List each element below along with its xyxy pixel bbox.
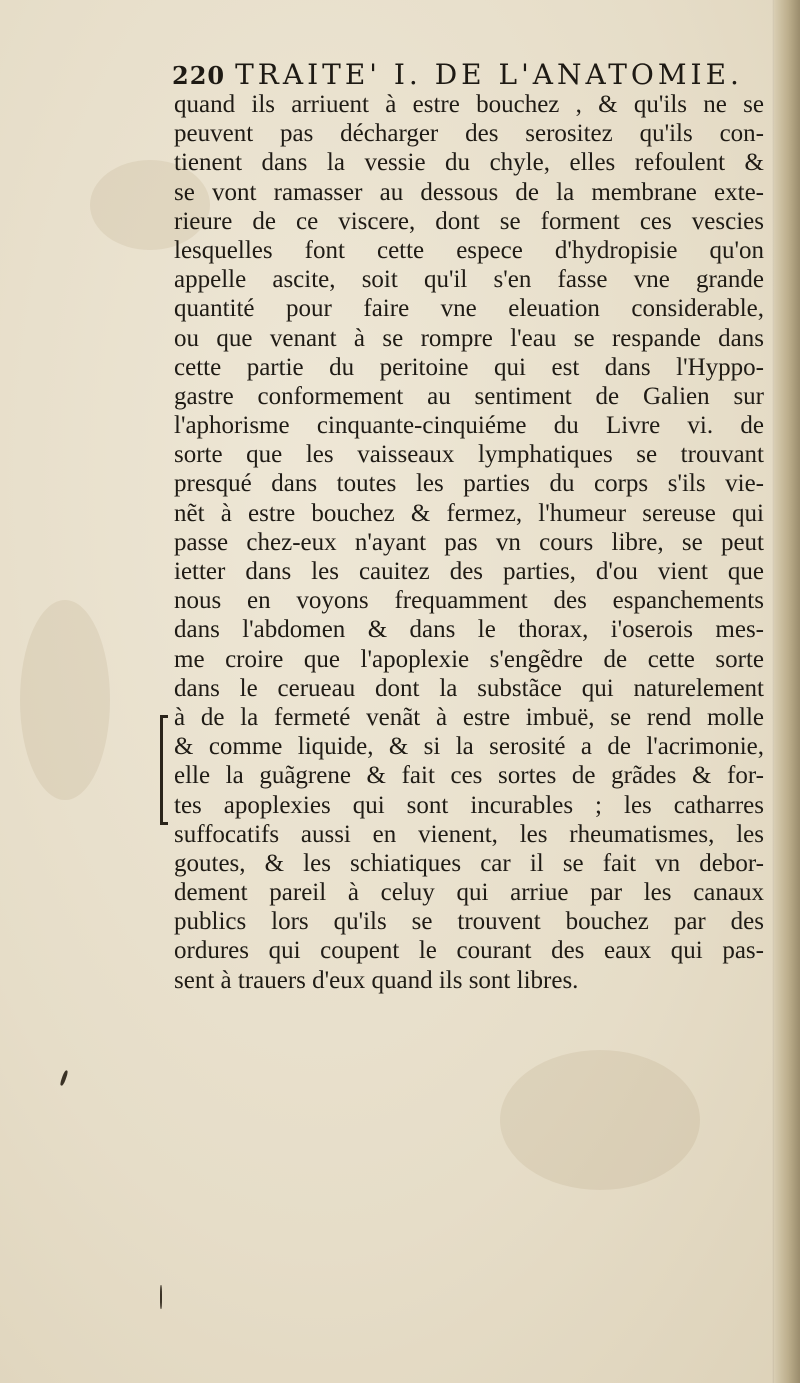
paper-stain xyxy=(500,1050,700,1190)
text-line: & comme liquide, & si la serosité a de l'acrimonie, xyxy=(174,733,764,761)
text-line: suffocatifs aussi en vienent, les rheumatismes, les xyxy=(174,820,764,848)
text-line: ietter dans les cauitez des parties, d'ou vient que xyxy=(174,558,764,585)
text-line: goutes, & les schiatiques car il se fait vn debor- xyxy=(174,849,764,877)
ink-speck xyxy=(160,1285,162,1309)
text-line: ordures qui coupent le courant des eaux qui pas- xyxy=(174,937,764,965)
text-line: cette partie du peritoine qui est dans l'Hyppo- xyxy=(174,353,764,381)
page-number: 220 xyxy=(172,61,226,90)
text-line: presqué dans toutes les parties du corps s'ils vie- xyxy=(174,470,764,498)
text-line: à de la fermeté venãt à estre imbuë, se rend molle xyxy=(174,703,764,731)
running-title: TRAITE' I. DE L'ANATOMIE. xyxy=(235,58,743,91)
text-line: passe chez-eux n'ayant pas vn cours libre, se peut xyxy=(174,528,764,556)
text-line: tes apoplexies qui sont incurables ; les catharres xyxy=(174,791,764,819)
body-text xyxy=(174,90,764,995)
text-line: dans l'abdomen & dans le thorax, i'oserois mes- xyxy=(174,616,764,644)
text-line: quand ils arriuent à estre bouchez , & qu'ils ne se xyxy=(174,91,764,118)
text-line: peuvent pas décharger des serositez qu'ils con- xyxy=(174,120,764,148)
text-line: nous en voyons frequamment des espanchements xyxy=(174,587,764,615)
text-line: rieure de ce viscere, dont se forment ces vescies xyxy=(174,207,764,235)
paper-stain xyxy=(20,600,110,800)
ink-speck xyxy=(59,1070,68,1086)
text-line: se vont ramasser au dessous de la membrane exte- xyxy=(174,178,764,206)
text-line: l'aphorisme cinquante-cinquiéme du Livre vi. de xyxy=(174,412,764,440)
text-line: tienent dans la vessie du chyle, elles refoulent & xyxy=(174,149,764,177)
text-line: dans le cerueau dont la substãce qui naturelement xyxy=(174,674,764,702)
text-line: elle la guãgrene & fait ces sortes de grãdes & for- xyxy=(174,762,764,790)
text-line: nẽt à estre bouchez & fermez, l'humeur sereuse qui xyxy=(174,499,764,527)
running-head xyxy=(172,58,772,94)
text-line: me croire que l'apoplexie s'engẽdre de cette sorte xyxy=(174,645,764,673)
text-line: publics lors qu'ils se trouvent bouchez par des xyxy=(174,908,764,936)
text-line: lesquelles font cette espece d'hydropisie qu'on xyxy=(174,236,764,264)
text-line: ou que venant à se rompre l'eau se respande dans xyxy=(174,324,764,352)
page-edge xyxy=(774,0,800,1383)
text-line: dement pareil à celuy qui arriue par les canaux xyxy=(174,879,764,907)
text-line: quantité pour faire vne eleuation considerable, xyxy=(174,295,764,323)
text-line: gastre conformement au sentiment de Galien sur xyxy=(174,382,764,410)
text-line: sorte que les vaisseaux lymphatiques se trouvant xyxy=(174,441,764,469)
text-line: appelle ascite, soit qu'il s'en fasse vne grande xyxy=(174,266,764,294)
text-line: sent à trauers d'eux quand ils sont libres. xyxy=(174,966,579,994)
margin-bracket xyxy=(160,715,169,825)
